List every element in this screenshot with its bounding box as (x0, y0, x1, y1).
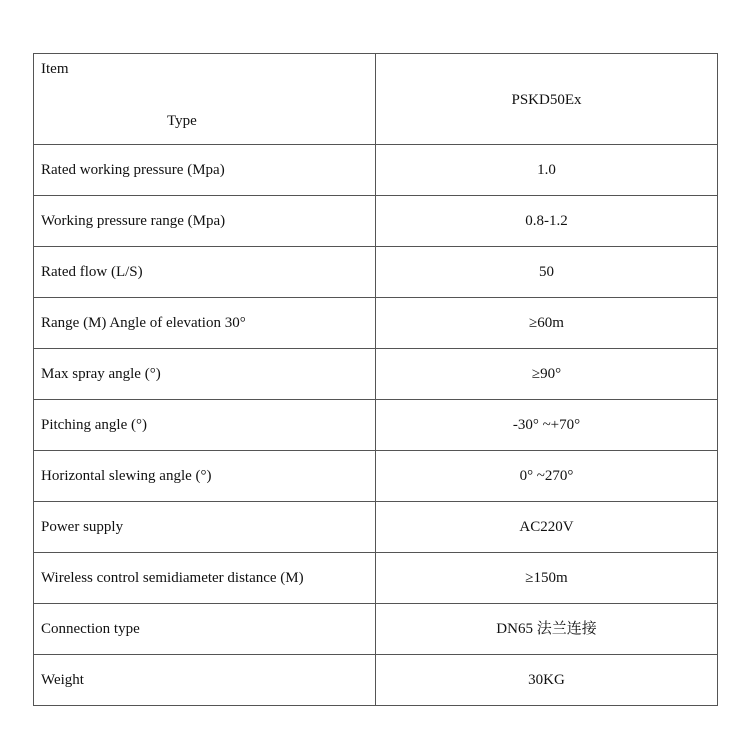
row-value: ≥90° (376, 349, 718, 400)
row-label: Rated flow (L/S) (34, 247, 376, 298)
table-row (34, 349, 718, 400)
header-item-label: Item (41, 61, 69, 77)
table-row (34, 400, 718, 451)
table-row (34, 553, 718, 604)
row-value: 30KG (376, 655, 718, 706)
row-label: Range (M) Angle of elevation 30° (34, 298, 376, 349)
table-row (34, 145, 718, 196)
header-model-value: PSKD50Ex (511, 92, 582, 108)
row-label: Pitching angle (°) (34, 400, 376, 451)
row-label: Max spray angle (°) (34, 349, 376, 400)
spec-table (33, 53, 718, 706)
row-value: -30° ~+70° (376, 400, 718, 451)
row-label: Connection type (34, 604, 376, 655)
row-label: Working pressure range (Mpa) (34, 196, 376, 247)
header-model-cell (376, 54, 718, 145)
row-label: Rated working pressure (Mpa) (34, 145, 376, 196)
row-value: 0° ~270° (376, 451, 718, 502)
row-value: 0.8-1.2 (376, 196, 718, 247)
row-value: 1.0 (376, 145, 718, 196)
table-header-row (34, 54, 718, 145)
row-value: AC220V (376, 502, 718, 553)
row-value: DN65 法兰连接 (376, 604, 718, 655)
row-label: Horizontal slewing angle (°) (34, 451, 376, 502)
row-value: ≥60m (376, 298, 718, 349)
table-row (34, 655, 718, 706)
row-value: 50 (376, 247, 718, 298)
table-row (34, 298, 718, 349)
table-row (34, 451, 718, 502)
table-row (34, 604, 718, 655)
table-row (34, 196, 718, 247)
row-label: Weight (34, 655, 376, 706)
header-type-label: Type (167, 113, 197, 129)
row-value: ≥150m (376, 553, 718, 604)
row-label: Wireless control semidiameter distance (M) (34, 553, 376, 604)
table-row (34, 247, 718, 298)
header-item-type-cell (34, 54, 376, 145)
table-row (34, 502, 718, 553)
row-label: Power supply (34, 502, 376, 553)
